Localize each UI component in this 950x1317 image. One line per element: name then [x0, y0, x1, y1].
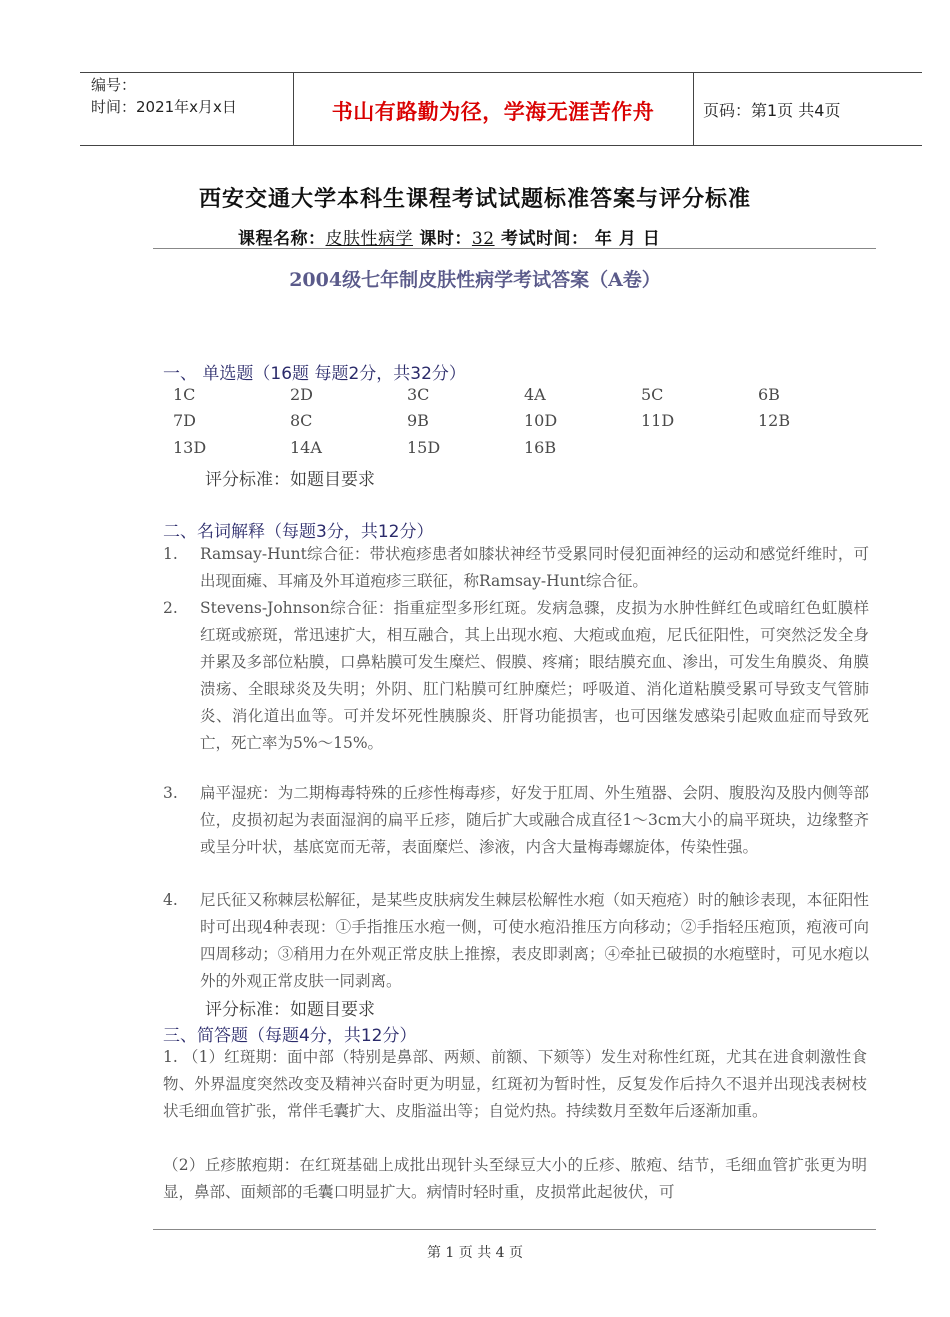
answer-cell: 7D — [173, 411, 197, 430]
answer-paragraph: （2）丘疹脓疱期：在红斑基础上成批出现针头至绿豆大小的丘疹、脓疱、结节，毛细血管扩张更为明显，鼻部、面颊部的毛囊口明显扩大。病情时轻时重，皮损常此起彼伏，可 — [163, 1156, 867, 1201]
answer-cell: 13D — [173, 438, 207, 457]
definition-item — [163, 541, 869, 595]
item-number: 3. — [163, 784, 178, 802]
answer-cell: 2D — [290, 385, 314, 404]
answer-cell: 11D — [641, 411, 675, 430]
answer-cell: 16B — [524, 438, 557, 457]
exam-time-prefix: 考试时间： 年 月 日 — [494, 229, 661, 249]
section1-heading: 一、 单选题（16题 每题2分，共32分） — [163, 364, 466, 384]
motto: 书山有路勤为径，学海无涯苦作舟 — [331, 100, 655, 124]
item-text: 尼氏征又称棘层松解征，是某些皮肤病发生棘层松解性水疱（如天疱疮）时的触诊表现，本征阳性时可出现4种表现：①手指推压水疱一侧，可使水疱沿推压方向移动；②手指轻压疱顶，疱液可向四周移动；③稍用力在外观正常皮肤上推擦，表皮即剥离；④牵扯已破损的水疱壁时，可见水疱以外的外观正常皮肤一同剥离。 — [200, 891, 869, 990]
section2-heading: 二、名词解释（每题3分，共12分） — [163, 522, 434, 542]
item-text: Stevens-Johnson综合征：指重症型多形红斑。发病急骤，皮损为水肿性鲜红色或暗红色虹膜样红斑或瘀斑，常迅速扩大，相互融合，其上出现水疱、大疱或血疱，尼氏征阳性，可突然泛发全身并累及多部位粘膜，口鼻粘膜可发生糜烂、假膜、疼痛；眼结膜充血、渗出，可发生角膜炎、角膜溃疡、全眼球炎及失明；外阴、肛门粘膜可红肿糜烂；呼吸道、消化道粘膜受累可导致支气管肺炎、消化道出血等。可并发坏死性胰腺炎、肝肾功能损害，也可因继发感染引起败血症而导致死亡，死亡率为5%～15%。 — [200, 599, 869, 752]
course-hours: 32 — [471, 229, 495, 249]
answer-cell: 6B — [758, 385, 780, 404]
footer-page-number: 第 1 页 共 4 页 — [426, 1245, 524, 1261]
item-text: Ramsay-Hunt综合征：带状疱疹患者如膝状神经节受累同时侵犯面神经的运动和感觉纤维时，可出现面瘫、耳痛及外耳道疱疹三联征，称Ramsay-Hunt综合征。 — [200, 545, 869, 590]
course-prefix: 课程名称： — [238, 229, 326, 249]
exam-subtitle: 2004级七年制皮肤性病学考试答案（A卷） — [289, 269, 661, 291]
answer-cell: 5C — [641, 385, 664, 404]
answer-paragraph: 1. （1）红斑期：面中部（特别是鼻部、两颊、前额、下颏等）发生对称性红斑，尤其在进食刺激性食物、外界温度突然改变及精神兴奋时更为明显，红斑初为暂时性，反复发作后持久不退并出现浅表树枝状毛细血管扩张，常伴毛囊扩大、皮脂溢出等；自觉灼热。持续数月至数年后逐渐加重。 — [163, 1048, 867, 1120]
answer-cell: 12B — [758, 411, 791, 430]
item-number: 4. — [163, 891, 178, 909]
answer-cell: 14A — [290, 438, 322, 457]
header-meta — [91, 74, 237, 118]
time-label: 时间：2021年x月x日 — [91, 98, 237, 116]
hours-prefix: 课时： — [413, 229, 472, 249]
item-number: 2. — [163, 599, 178, 617]
definition-item — [163, 780, 869, 861]
course-info-line — [238, 224, 660, 249]
header-page-number: 页码：第1页 共4页 — [703, 101, 841, 120]
definition-item — [163, 887, 869, 995]
course-name: 皮肤性病学 — [325, 229, 413, 249]
section2-scoring: 评分标准：如题目要求 — [205, 1000, 375, 1020]
footer-rule — [153, 1229, 876, 1230]
answer-cell: 15D — [407, 438, 441, 457]
answer-cell: 10D — [524, 411, 558, 430]
header-bottom-rule — [80, 145, 922, 146]
section3-heading: 三、简答题（每题4分，共12分） — [163, 1026, 417, 1046]
item-number: 1. — [163, 545, 178, 563]
document-title: 西安交通大学本科生课程考试试题标准答案与评分标准 — [198, 186, 751, 212]
code-label: 编号： — [91, 76, 137, 94]
definition-item — [163, 595, 869, 757]
title-rule — [153, 248, 876, 249]
answer-cell: 1C — [173, 385, 196, 404]
answer-cell: 8C — [290, 411, 313, 430]
section1-scoring: 评分标准：如题目要求 — [205, 470, 375, 490]
item-text: 扁平湿疣：为二期梅毒特殊的丘疹性梅毒疹，好发于肛周、外生殖器、会阴、腹股沟及股内侧等部位，皮损初起为表面湿润的扁平丘疹，随后扩大或融合成直径1～3cm大小的扁平斑块，边缘整齐或呈分叶状，基底宽而无蒂，表面糜烂、渗液，内含大量梅毒螺旋体，传染性强。 — [200, 784, 869, 856]
answer-cell: 4A — [524, 385, 546, 404]
answer-cell: 9B — [407, 411, 429, 430]
header-top-rule — [80, 72, 922, 73]
answer-cell: 3C — [407, 385, 430, 404]
